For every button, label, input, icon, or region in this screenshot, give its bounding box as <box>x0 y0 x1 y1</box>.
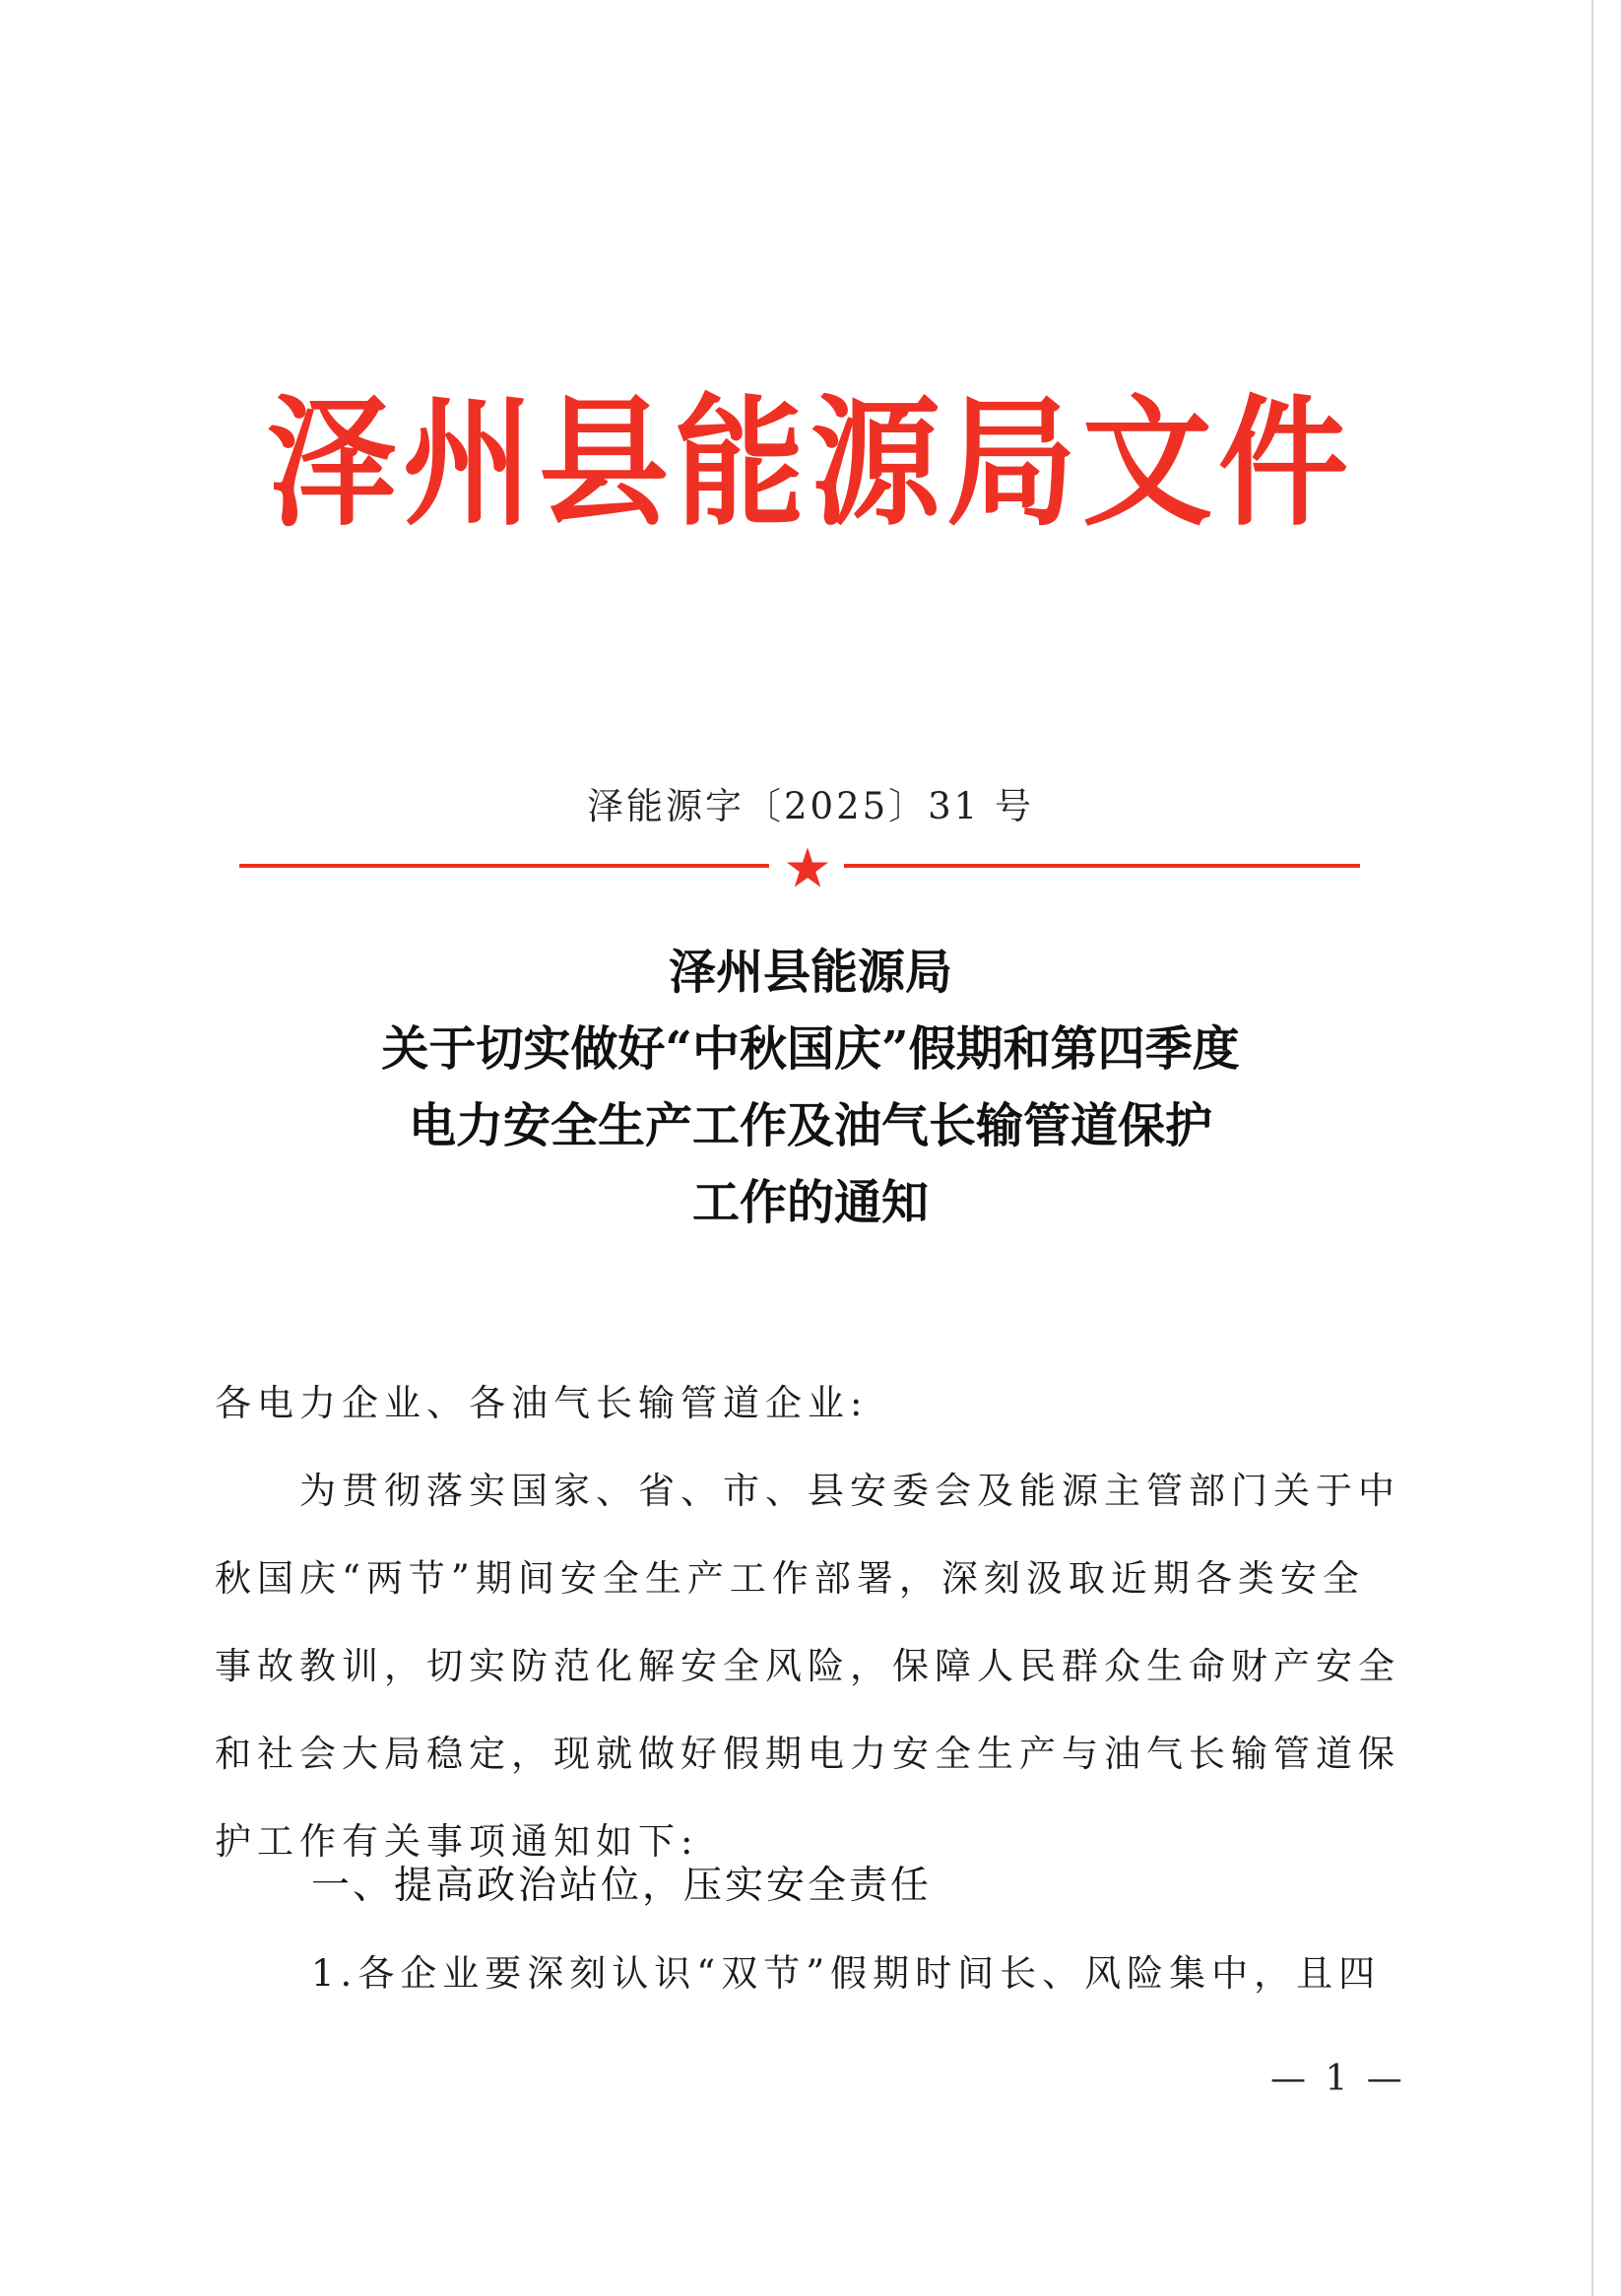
paragraph-line: 事故教训，切实防范化解安全风险，保障人民群众生命财产安全 <box>215 1645 1400 1687</box>
title-line: 泽州县能源局 <box>668 945 952 1000</box>
section-heading-1: 一、提高政治站位，压实安全责任 <box>311 1864 933 1908</box>
document-number: 泽能源字〔2025〕31 号 <box>586 785 1034 827</box>
title-line: 电力安全生产工作及油气长输管道保护 <box>408 1098 1212 1153</box>
paragraph-intro <box>215 1447 1416 1885</box>
title-line: 工作的通知 <box>691 1175 929 1230</box>
red-rule-right <box>844 864 1360 868</box>
masthead-title: 泽州县能源局文件 <box>267 380 1354 547</box>
paragraph-line: 为贯彻落实国家、省、市、县安委会及能源主管部门关于中 <box>215 1470 1400 1512</box>
title-line: 关于切实做好“中秋国庆”假期和第四季度 <box>381 1021 1240 1077</box>
item-1-text: 1.各企业要深刻认识“双节”假期时间长、风险集中，且四 <box>311 1952 1382 1995</box>
salutation: 各电力企业、各油气长输管道企业: <box>215 1382 869 1424</box>
notice-title <box>0 934 1621 1241</box>
red-rule-left <box>239 864 769 868</box>
paragraph-line: 秋国庆“两节”期间安全生产工作部署，深刻汲取近期各类安全 <box>215 1557 1365 1600</box>
paragraph-line: 和社会大局稳定，现就做好假期电力安全生产与油气长输管道保 <box>215 1733 1400 1775</box>
paragraph-line: 护工作有关事项通知如下: <box>215 1820 699 1863</box>
page-number: — 1 — <box>1270 2059 1406 2099</box>
red-star-icon <box>785 845 830 890</box>
